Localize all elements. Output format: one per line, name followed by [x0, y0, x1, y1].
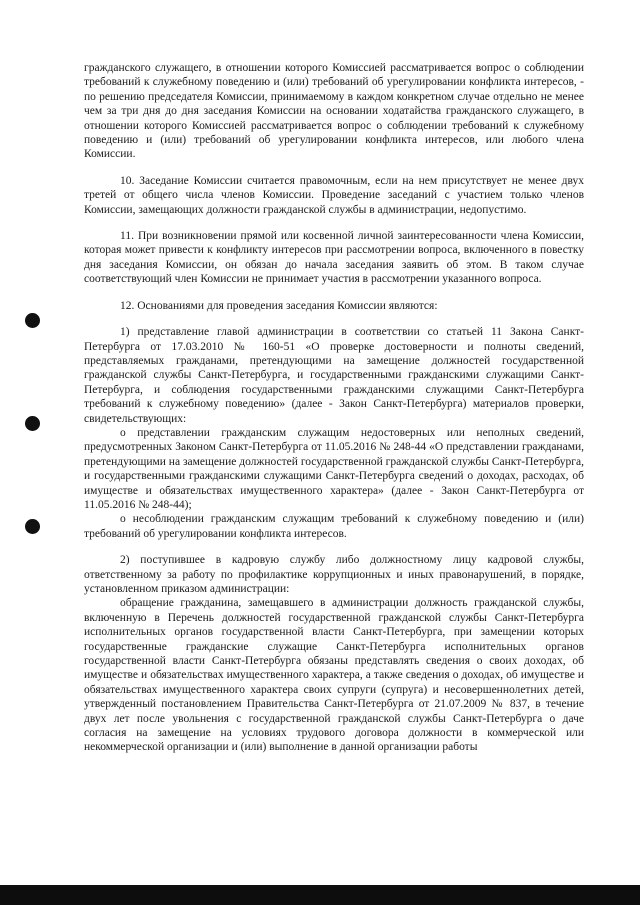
binder-hole: [25, 416, 40, 431]
scan-edge: [0, 885, 640, 905]
paragraph-12-1: 1) представление главой администрации в соответствии со статьей 11 Закона Санкт-Петербурга от 17.03.2010 № 160-51 «О проверке достоверности и полноты сведений, представляемых гражданами, претендующими на замещение должностей государственной гражданской службы Санкт-Петербурга, и государственными гражданскими служащими Санкт-Петербурга, и соблюдения государственными гражданскими служащими Санкт-Петербурга требований к служебному поведению» (далее - Закон Санкт-Петербурга) материалов проверки, свидетельствующих:: [84, 326, 584, 425]
paragraph-continuation: гражданского служащего, в отношении которого Комиссией рассматривается вопрос о соблюдении требований к служебному поведению и (или) требований об урегулировании конфликта интересов, - по решению председателя Комиссии, принимаемому в каждом конкретном случае отдельно не менее чем за три дня до дня заседания Комиссии на основании ходатайства гражданского служащего, в отношении которого Комиссией рассматривается вопрос о соблюдении требований к служебному поведению и (или) требований об урегулировании конфликта интересов, или любого члена Комиссии.: [84, 62, 584, 161]
binder-hole: [25, 313, 40, 328]
paragraph-12-1-b: о несоблюдении гражданским служащим требований к служебному поведению и (или) требований об урегулировании конфликта интересов.: [84, 513, 584, 540]
document-page: [84, 61, 584, 755]
paragraph-12: 12. Основаниями для проведения заседания Комиссии являются:: [120, 299, 438, 312]
paragraph-10: 10. Заседание Комиссии считается правомочным, если на нем присутствует не менее двух третей от общего числа членов Комиссии. Проведение заседаний с участием только членов Комиссии, замещающих должности гражданской службы в администрации, недопустимо.: [84, 174, 584, 216]
paragraph-11: 11. При возникновении прямой или косвенной личной заинтересованности члена Комиссии, которая может привести к конфликту интересов при рассмотрении вопроса, включенного в повестку дня заседания Комиссии, он обязан до начала заседания заявить об этом. В таком случае соответствующий член Комиссии не принимает участия в рассмотрении указанного вопроса.: [84, 230, 584, 286]
paragraph-12-2-a: обращение гражданина, замещавшего в администрации должность гражданской службы, включенную в Перечень должностей государственной гражданской службы Санкт-Петербурга исполнительных органов государственной власти Санкт-Петербурга, при замещении которых государственные гражданские служащие Санкт-Петербурга исполнительных органов государственной власти Санкт-Петербурга обязаны представлять сведения о своих доходах, об имуществе и обязательствах имущественного характера, а также сведения о доходах, об имуществе и обязательствах имущественного характера своих супруги (супруга) и несовершеннолетних детей, утвержденный постановлением Правительства Санкт-Петербурга от 21.07.2009 № 837, в течение двух лет после увольнения с государственной гражданской службы Санкт-Петербурга о даче согласия на замещение на условиях трудового договора должности в коммерческой или некоммерческой организации и (или) выполнение в данной организации работы: [84, 597, 584, 754]
paragraph-12-1-a: о представлении гражданским служащим недостоверных или неполных сведений, предусмотренных Законом Санкт-Петербурга от 11.05.2016 № 248-44 «О представлении гражданами, претендующими на замещение должностей государственной гражданской службы Санкт-Петербурга, и государственными гражданскими служащими Санкт-Петербурга сведений о доходах, расходах, об имуществе и обязательствах имущественного характера» (далее - Закон Санкт-Петербурга от 11.05.2016 № 248-44);: [84, 426, 584, 511]
binder-hole: [25, 519, 40, 534]
paragraph-12-2: 2) поступившее в кадровую службу либо должностному лицу кадровой службы, ответственному за работу по профилактике коррупционных и иных правонарушений, в порядке, установленном приказом администрации:: [84, 554, 584, 595]
